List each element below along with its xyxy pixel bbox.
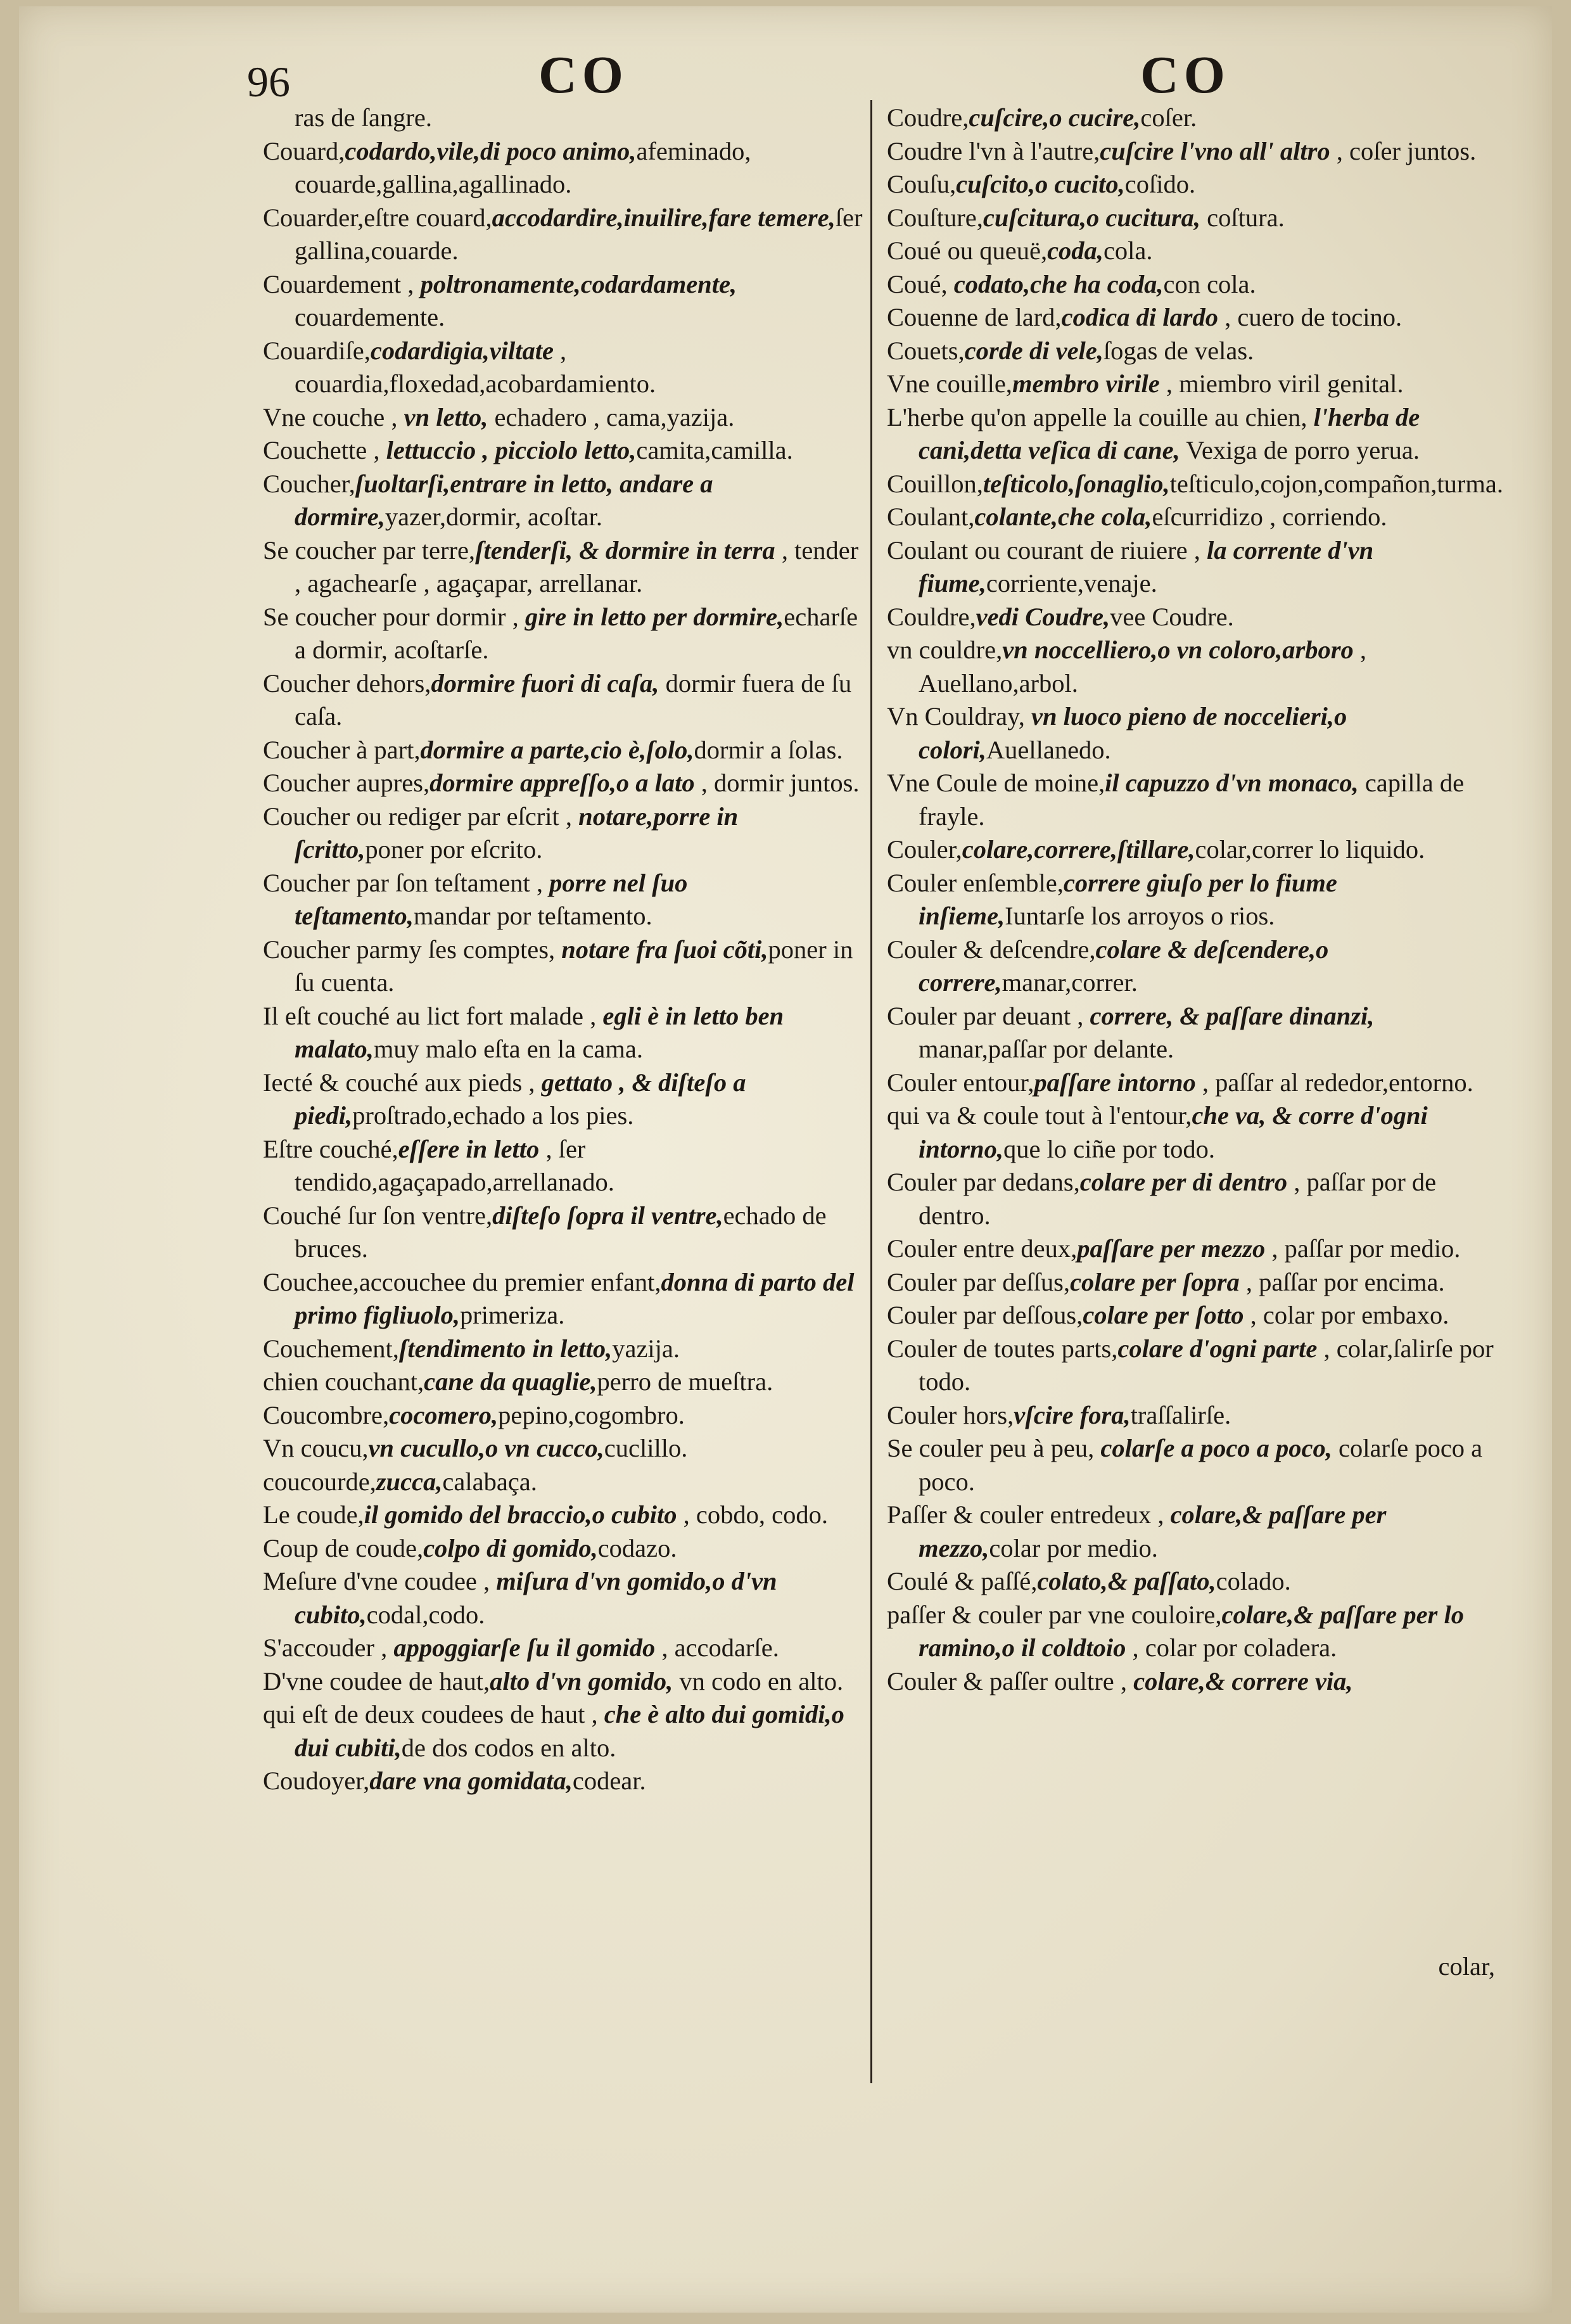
italian-gloss: ſtendimento in letto, xyxy=(398,1334,613,1363)
dictionary-entry xyxy=(887,1565,1495,1599)
dictionary-entry xyxy=(263,1000,865,1066)
dictionary-entry xyxy=(263,135,865,201)
italian-gloss: gettato , & diſteſo a piedi, xyxy=(295,1068,746,1130)
dictionary-entry xyxy=(887,468,1503,501)
dictionary-entry xyxy=(887,933,1495,1000)
headword: D'vne coudee de haut, xyxy=(263,1666,490,1695)
dictionary-page xyxy=(19,6,1552,2313)
spanish-gloss: colar por medio. xyxy=(989,1533,1158,1562)
italian-gloss: miſura d'vn gomido,o d'vn cubito, xyxy=(295,1567,777,1629)
italian-gloss: che è alto dui gomidi,o dui cubiti, xyxy=(295,1700,844,1762)
spanish-gloss: Auellanedo. xyxy=(986,735,1111,764)
italian-gloss: dormire appreſſo,o a lato xyxy=(429,769,695,797)
column-divider xyxy=(870,100,872,2083)
spanish-gloss: perro de mueſtra. xyxy=(597,1367,773,1396)
headword: Couler & paſſer oultre , xyxy=(887,1666,1134,1695)
headword: Couarder,eſtre couard, xyxy=(263,203,492,232)
headword: Coucher, xyxy=(263,469,355,498)
headword: Coucher parmy ſes comptes, xyxy=(263,935,562,964)
dictionary-entry xyxy=(263,1066,865,1133)
dictionary-entry xyxy=(263,1266,865,1332)
headword: coucourde, xyxy=(263,1467,376,1496)
italian-gloss: coda, xyxy=(1047,236,1104,265)
spanish-gloss: , coſer juntos. xyxy=(1330,136,1477,165)
headword: Couler par deſſus, xyxy=(887,1267,1071,1296)
italian-gloss: colare per ſotto xyxy=(1083,1301,1244,1329)
italian-gloss: dare vna gomidata, xyxy=(369,1766,573,1795)
dictionary-entry xyxy=(263,767,865,800)
spanish-gloss: echarſe a dormir, acoſtarſe. xyxy=(295,602,858,664)
headword: Couler par deſſous, xyxy=(887,1301,1083,1329)
italian-gloss: cane da quaglie, xyxy=(424,1367,597,1396)
dictionary-entry xyxy=(263,534,865,601)
dictionary-entry xyxy=(887,634,1495,700)
headword: Couler par dedans, xyxy=(887,1168,1080,1196)
dictionary-entry xyxy=(887,1332,1495,1399)
spanish-gloss: colado. xyxy=(1216,1567,1291,1595)
spanish-gloss: , colar,ſalirſe por todo. xyxy=(919,1334,1494,1396)
italian-gloss: colare d'ogni parte xyxy=(1117,1334,1318,1363)
spanish-gloss: echado de bruces. xyxy=(295,1201,827,1263)
dictionary-entry xyxy=(887,135,1495,169)
dictionary-entry xyxy=(263,1365,865,1399)
spanish-gloss: , dormir juntos. xyxy=(694,769,860,797)
headword: Vn coucu, xyxy=(263,1434,369,1462)
italian-gloss: corde di vele, xyxy=(964,336,1104,365)
dictionary-entry xyxy=(887,1232,1495,1266)
spanish-gloss: ſer gallina,couarde. xyxy=(295,203,863,265)
spanish-gloss: Vexiga de porro yerua. xyxy=(1180,436,1420,464)
headword: Iecté & couché aux pieds , xyxy=(263,1068,542,1097)
spanish-gloss: couardemente. xyxy=(295,303,445,331)
spanish-gloss: eſcurridizo , corriendo. xyxy=(1152,502,1387,531)
headword: Coudre l'vn à l'autre, xyxy=(887,136,1100,165)
dictionary-entry xyxy=(263,933,865,1000)
dictionary-entry xyxy=(263,734,865,767)
headword: Le coude, xyxy=(263,1500,364,1529)
headword: Couardiſe, xyxy=(263,336,371,365)
headword: Coucombre, xyxy=(263,1400,390,1429)
italian-gloss: il capuzzo d'vn monaco, xyxy=(1105,769,1359,797)
italian-gloss: correre, & paſſare dinanzi, xyxy=(1090,1001,1375,1030)
dictionary-entry xyxy=(887,767,1495,833)
spanish-gloss: yazija. xyxy=(612,1334,680,1363)
italian-gloss: il gomido del braccio,o cubito xyxy=(364,1500,677,1529)
dictionary-entry xyxy=(887,1000,1495,1066)
headword: Couler entour, xyxy=(887,1068,1034,1097)
spanish-gloss: calabaça. xyxy=(442,1467,537,1496)
italian-gloss: codato,che ha coda, xyxy=(953,269,1164,298)
page-number: 96 xyxy=(247,58,290,106)
headword: Couard, xyxy=(263,136,345,165)
dictionary-entry xyxy=(263,1133,865,1199)
dictionary-entry xyxy=(887,201,1495,235)
dictionary-entry xyxy=(263,1498,865,1532)
headword: Couets, xyxy=(887,336,965,365)
spanish-gloss: , couardia,floxedad,acobardamiento. xyxy=(295,336,656,398)
spanish-gloss: con cola. xyxy=(1163,269,1256,298)
headword: Coup de coude, xyxy=(263,1533,424,1562)
right-column xyxy=(887,101,1503,1698)
headword: Couchette , xyxy=(263,436,386,464)
spanish-gloss: poner por eſcrito. xyxy=(365,835,543,864)
italian-gloss: alto d'vn gomido, xyxy=(490,1666,673,1695)
dictionary-entry xyxy=(887,867,1495,933)
headword: Couler entre deux, xyxy=(887,1234,1078,1263)
dictionary-entry xyxy=(887,335,1495,368)
dictionary-entry xyxy=(263,1698,865,1765)
italian-gloss: eſſere in letto xyxy=(398,1134,540,1163)
italian-gloss: correre giuſo per lo fiume inſieme, xyxy=(919,868,1337,930)
spanish-gloss: manar,correr. xyxy=(1002,968,1138,997)
spanish-gloss: ras de ſangre. xyxy=(295,103,433,132)
italian-gloss: notare fra ſuoi cõti, xyxy=(561,935,768,964)
headword: Coulant ou courant de riuiere , xyxy=(887,535,1207,565)
italian-gloss: cuſcire,o cucire, xyxy=(969,103,1141,132)
dictionary-entry xyxy=(887,101,1495,135)
italian-gloss: donna di parto del primo figliuolo, xyxy=(295,1267,855,1329)
dictionary-entry xyxy=(887,401,1495,468)
headword: Vne couche , xyxy=(263,402,404,431)
italian-gloss: egli è in letto ben malato, xyxy=(295,1001,784,1063)
headword: Couldre, xyxy=(887,602,976,631)
spanish-gloss: ſogas de velas. xyxy=(1103,336,1254,365)
headword: Se coucher pour dormir , xyxy=(263,602,525,631)
spanish-gloss: coſtura. xyxy=(1200,203,1285,232)
spanish-gloss: que lo ciñe por todo. xyxy=(1003,1134,1215,1163)
running-header xyxy=(19,44,1552,108)
italian-gloss: colpo di gomido, xyxy=(423,1533,598,1562)
dictionary-entry xyxy=(263,1432,865,1465)
spanish-gloss: cuclillo. xyxy=(604,1434,688,1462)
headword: Meſure d'vne coudee , xyxy=(263,1567,497,1595)
italian-gloss: accodardire,inuilire,fare temere, xyxy=(492,203,836,232)
headword: Couler hors, xyxy=(887,1400,1014,1429)
italian-gloss: vſcire fora, xyxy=(1014,1400,1131,1429)
headword: vn couldre, xyxy=(887,635,1003,664)
headword: Se couler peu à peu, xyxy=(887,1434,1101,1462)
italian-gloss: cuſcito,o cucito, xyxy=(956,170,1125,198)
italian-gloss: codardo,vile,di poco animo, xyxy=(345,136,637,165)
spanish-gloss: , paſſar por encima. xyxy=(1239,1267,1445,1296)
spanish-gloss: proſtrado,echado a los pies. xyxy=(352,1101,634,1130)
headword: Coucher à part, xyxy=(263,735,421,764)
headword: paſſer & couler par vne couloire, xyxy=(887,1600,1222,1629)
dictionary-entry xyxy=(887,1498,1495,1565)
headword: Coucher aupres, xyxy=(263,769,430,797)
spanish-gloss: , tender , agachearſe , agaçapar, arrellanar. xyxy=(295,535,859,597)
spanish-gloss: vee Coudre. xyxy=(1110,602,1234,631)
italian-gloss: dormire a parte,cio è,ſolo, xyxy=(420,735,694,764)
headword: L'herbe qu'on appelle la couille au chien, xyxy=(887,402,1314,431)
headword: Couler, xyxy=(887,835,962,864)
dictionary-entry xyxy=(887,1099,1495,1166)
catchword: colar, xyxy=(1438,1952,1495,1981)
dictionary-entry xyxy=(887,1066,1495,1100)
spanish-gloss: vn codo en alto. xyxy=(673,1666,844,1695)
headword: Couchement, xyxy=(263,1334,399,1363)
italian-gloss: ſuoltarſi,entrare in letto, andare a dormire, xyxy=(295,469,713,531)
spanish-gloss: , Auellano,arbol. xyxy=(919,635,1367,698)
spanish-gloss: codazo. xyxy=(597,1533,677,1562)
dictionary-entry xyxy=(887,1166,1495,1232)
spanish-gloss: traſſalirſe. xyxy=(1130,1400,1231,1429)
spanish-gloss: mandar por teſtamento. xyxy=(413,902,652,930)
italian-gloss: colarſe a poco a poco, xyxy=(1100,1434,1332,1462)
headword: Couché ſur ſon ventre, xyxy=(263,1201,493,1230)
spanish-gloss: coſido. xyxy=(1124,170,1196,198)
headword: Couler de toutes parts, xyxy=(887,1334,1118,1363)
italian-gloss: colare & deſcendere,o correre, xyxy=(919,935,1329,997)
spanish-gloss: dormir a ſolas. xyxy=(694,735,843,764)
italian-gloss: l'herba de cani,detta veſica di cane, xyxy=(919,402,1420,464)
spanish-gloss: , ſer tendido,agaçapado,arrellanado. xyxy=(295,1134,614,1196)
dictionary-entry xyxy=(887,534,1495,601)
italian-gloss: vn cucullo,o vn cucco, xyxy=(368,1434,604,1462)
italian-gloss: paſſare per mezzo xyxy=(1077,1234,1266,1263)
dictionary-entry xyxy=(887,1665,1495,1699)
dictionary-entry xyxy=(887,833,1495,867)
headword: qui va & coule tout à l'entour, xyxy=(887,1101,1192,1130)
spanish-gloss: poner in ſu cuenta. xyxy=(295,935,853,997)
dictionary-entry xyxy=(263,867,865,933)
dictionary-entry xyxy=(887,234,1495,268)
italian-gloss: appoggiarſe ſu il gomido xyxy=(393,1633,656,1662)
spanish-gloss: manar,paſſar por delante. xyxy=(919,1035,1174,1063)
headword: Coué ou queuë, xyxy=(887,236,1048,265)
dictionary-entry xyxy=(887,1299,1495,1332)
spanish-gloss: primeriza. xyxy=(460,1301,565,1329)
headword: Coulé & paſſé, xyxy=(887,1567,1038,1595)
italian-gloss: cuſcitura,o cucitura, xyxy=(983,203,1201,232)
headword: Coulant, xyxy=(887,502,975,531)
dictionary-entry xyxy=(887,1266,1495,1299)
spanish-gloss: Iuntarſe los arroyos o rios. xyxy=(1005,902,1275,930)
headword: Coudoyer, xyxy=(263,1766,370,1795)
headword: Coucher dehors, xyxy=(263,668,431,698)
spanish-gloss: pepino,cogombro. xyxy=(498,1400,685,1429)
italian-gloss: diſteſo ſopra il ventre, xyxy=(492,1201,723,1230)
italian-gloss: colare,& paſſare per mezzo, xyxy=(919,1500,1387,1562)
spanish-gloss: codal,codo. xyxy=(366,1600,485,1629)
spanish-gloss: muy malo eſta en la cama. xyxy=(373,1035,643,1063)
dictionary-entry xyxy=(887,1432,1495,1498)
header-right: CO xyxy=(1140,46,1230,105)
italian-gloss: colare per di dentro xyxy=(1079,1168,1288,1196)
headword: Couenne de lard, xyxy=(887,303,1062,331)
headword: Vne couille, xyxy=(887,369,1012,398)
headword: Couſture, xyxy=(887,203,983,232)
dictionary-entry xyxy=(263,1765,865,1798)
italian-gloss: colare,correre,ſtillare, xyxy=(962,835,1195,864)
dictionary-entry xyxy=(263,1565,865,1631)
dictionary-entry xyxy=(887,168,1495,201)
dictionary-entry xyxy=(263,101,865,135)
dictionary-entry xyxy=(263,1665,865,1699)
dictionary-entry xyxy=(887,301,1495,335)
dictionary-entry xyxy=(887,1599,1495,1665)
italian-gloss: la corrente d'vn fiume, xyxy=(919,535,1374,597)
italian-gloss: cuſcire l'vno all' altro xyxy=(1100,136,1330,165)
header-left: CO xyxy=(538,46,628,105)
italian-gloss: colante,che cola, xyxy=(974,502,1152,531)
italian-gloss: poltronamente,codardamente, xyxy=(420,269,737,298)
headword: qui eſt de deux coudees de haut , xyxy=(263,1700,604,1728)
dictionary-entry xyxy=(263,401,865,435)
dictionary-entry xyxy=(263,1532,865,1566)
spanish-gloss: echadero , cama,yazija. xyxy=(488,402,735,431)
italian-gloss: colare,& correre via, xyxy=(1133,1666,1353,1695)
italian-gloss: codardigia,viltate xyxy=(370,336,554,365)
dictionary-entry xyxy=(263,1332,865,1366)
italian-gloss: gire in letto per dormire, xyxy=(525,602,784,631)
italian-gloss: vn noccelliero,o vn coloro,arboro xyxy=(1002,635,1354,664)
spanish-gloss: afeminado, couarde,gallina,agallinado. xyxy=(295,136,751,198)
headword: Couler enſemble, xyxy=(887,868,1064,897)
headword: S'accouder , xyxy=(263,1633,394,1662)
italian-gloss: lettuccio , picciolo letto, xyxy=(386,436,637,464)
spanish-gloss: , paſſar por medio. xyxy=(1265,1234,1461,1263)
italian-gloss: vn letto, xyxy=(404,402,488,431)
spanish-gloss: cola. xyxy=(1103,236,1153,265)
spanish-gloss: coſer. xyxy=(1140,103,1197,132)
spanish-gloss: , colar por coladera. xyxy=(1126,1633,1337,1662)
headword: Coucher par ſon teſtament , xyxy=(263,868,550,897)
spanish-gloss: , paſſar al rededor,entorno. xyxy=(1195,1068,1473,1097)
spanish-gloss: teſticulo,cojon,compañon,turma. xyxy=(1169,469,1503,498)
italian-gloss: porre nel ſuo teſtamento, xyxy=(295,868,688,930)
dictionary-entry xyxy=(263,335,865,401)
dictionary-entry xyxy=(887,700,1495,767)
italian-gloss: teſticolo,ſonaglio, xyxy=(983,469,1170,498)
italian-gloss: membro virile xyxy=(1012,369,1160,398)
spanish-gloss: capilla de frayle. xyxy=(919,769,1465,831)
spanish-gloss: codear. xyxy=(572,1766,646,1795)
italian-gloss: codica di lardo xyxy=(1061,303,1219,331)
italian-gloss: che va, & corre d'ogni intorno, xyxy=(919,1101,1428,1163)
dictionary-entry xyxy=(263,1199,865,1266)
dictionary-entry xyxy=(263,1399,865,1433)
italian-gloss: paſſare intorno xyxy=(1034,1068,1196,1097)
headword: Il eſt couché au lict fort malade , xyxy=(263,1001,603,1030)
italian-gloss: colare per ſopra xyxy=(1070,1267,1240,1296)
italian-gloss: colato,& paſſato, xyxy=(1037,1567,1216,1595)
spanish-gloss: camita,camilla. xyxy=(636,436,793,464)
headword: Couler & deſcendre, xyxy=(887,935,1096,964)
spanish-gloss: , colar por embaxo. xyxy=(1243,1301,1449,1329)
headword: Vn Couldray, xyxy=(887,702,1031,731)
spanish-gloss: colarſe poco a poco. xyxy=(919,1434,1483,1496)
spanish-gloss: , cobdo, codo. xyxy=(677,1500,828,1529)
headword: Eſtre couché, xyxy=(263,1134,398,1163)
italian-gloss: zucca, xyxy=(376,1467,443,1496)
dictionary-entry xyxy=(263,1631,865,1665)
headword: Couſu, xyxy=(887,170,957,198)
spanish-gloss: , accodarſe. xyxy=(655,1633,779,1662)
headword: Couardement , xyxy=(263,269,421,298)
italian-gloss: colare,& paſſare per lo ramino,o il coldtoio xyxy=(919,1600,1464,1662)
headword: Couillon, xyxy=(887,469,983,498)
italian-gloss: cocomero, xyxy=(389,1400,499,1429)
dictionary-entry xyxy=(887,268,1495,302)
dictionary-entry xyxy=(263,468,865,534)
headword: chien couchant, xyxy=(263,1367,424,1396)
headword: Couler par deuant , xyxy=(887,1001,1090,1030)
spanish-gloss: , cuero de tocino. xyxy=(1218,303,1402,331)
dictionary-entry xyxy=(263,268,865,335)
left-column xyxy=(263,101,865,1798)
dictionary-entry xyxy=(263,201,865,268)
italian-gloss: ſtenderſi, & dormire in terra xyxy=(475,535,775,565)
dictionary-entry xyxy=(263,1465,865,1499)
dictionary-entry xyxy=(263,434,865,468)
dictionary-entry xyxy=(887,1399,1495,1433)
dictionary-entry xyxy=(263,800,865,867)
headword: Coudre, xyxy=(887,103,969,132)
spanish-gloss: corriente,venaje. xyxy=(986,569,1157,597)
spanish-gloss: , paſſar por de dentro. xyxy=(919,1168,1437,1230)
headword: Paſſer & couler entredeux , xyxy=(887,1500,1171,1529)
dictionary-entry xyxy=(887,367,1495,401)
italian-gloss: vedi Coudre, xyxy=(976,602,1110,631)
headword: Coucher ou rediger par eſcrit , xyxy=(263,801,579,831)
headword: Coué, xyxy=(887,269,954,298)
italian-gloss: vn luoco pieno de noccelieri,o colori, xyxy=(919,702,1347,764)
spanish-gloss: dormir fuera de ſu caſa. xyxy=(295,668,852,731)
spanish-gloss: de dos codos en alto. xyxy=(401,1733,616,1762)
headword: Se coucher par terre, xyxy=(263,535,476,565)
dictionary-entry xyxy=(263,601,865,667)
dictionary-entry xyxy=(887,601,1495,634)
headword: Vne Coule de moine, xyxy=(887,769,1105,797)
italian-gloss: notare,porre in ſcritto, xyxy=(295,801,739,864)
italian-gloss: dormire fuori di caſa, xyxy=(431,668,659,698)
dictionary-entry xyxy=(887,501,1495,534)
headword: Couchee,accouchee du premier enfant, xyxy=(263,1267,661,1296)
spanish-gloss: , miembro viril genital. xyxy=(1159,369,1404,398)
spanish-gloss: colar,correr lo liquido. xyxy=(1195,835,1425,864)
dictionary-entry xyxy=(263,667,865,734)
spanish-gloss: yazer,dormir, acoſtar. xyxy=(385,502,602,531)
